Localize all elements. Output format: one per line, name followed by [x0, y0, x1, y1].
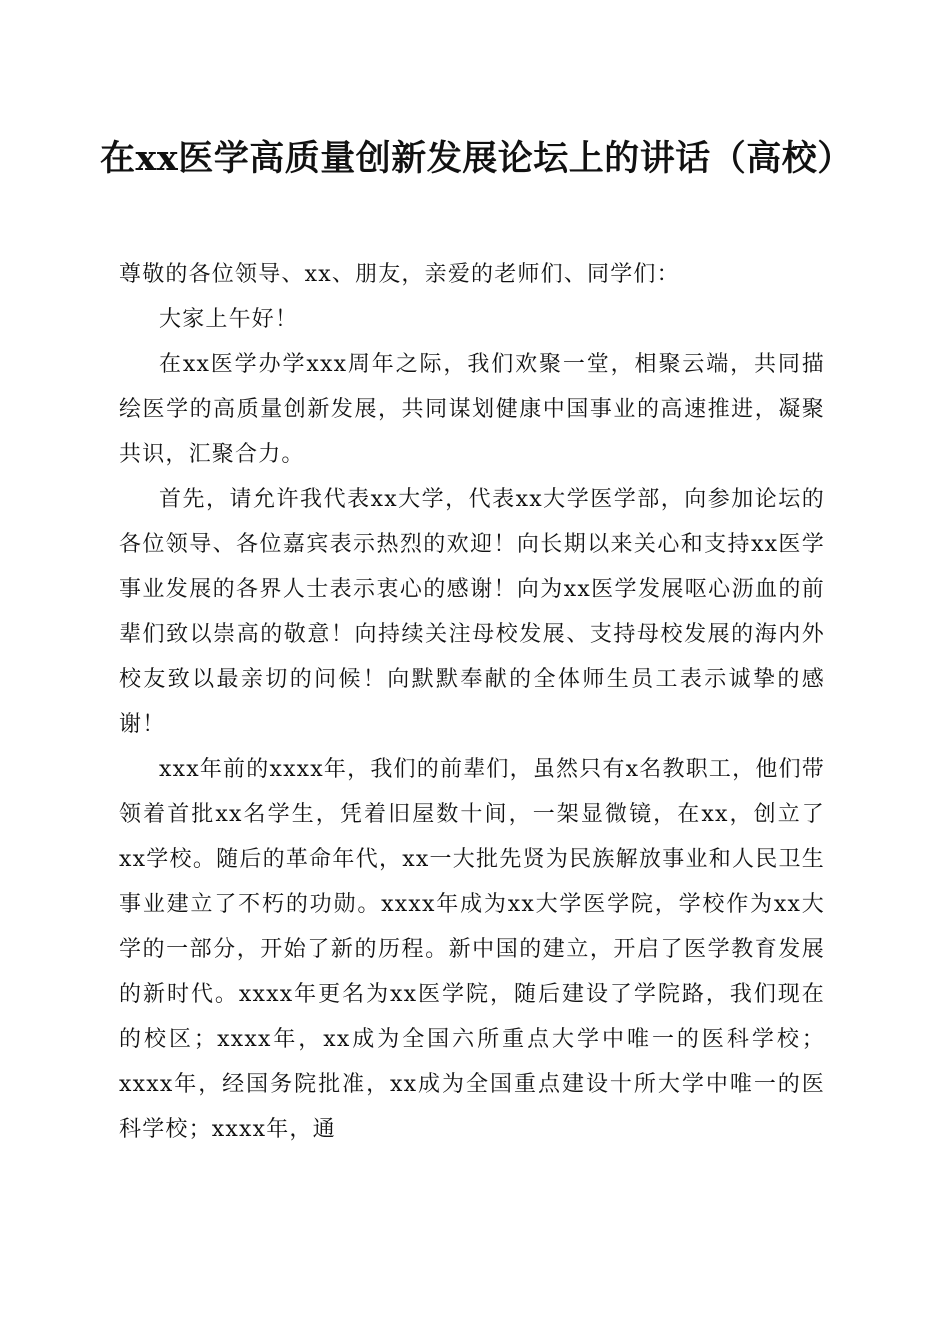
document-title: 在xx医学高质量创新发展论坛上的讲话（高校）: [100, 138, 853, 179]
paragraph-welcome: 首先，请允许我代表xx大学，代表xx大学医学部，向参加论坛的各位领导、各位嘉宾表示热烈的欢迎！向长期以来关心和支持xx医学事业发展的各界人士表示衷心的感谢！向为xx医学发展呕心沥血的前辈们致以崇高的敬意！向持续关注母校发展、支持母校发展的海内外校友致以最亲切的问候！向默默奉献的全体师生员工表示诚挚的感谢！: [119, 487, 825, 737]
paragraph-intro: 在xx医学办学xxx周年之际，我们欢聚一堂，相聚云端，共同描绘医学的高质量创新发展，共同谋划健康中国事业的高速推进，凝聚共识，汇聚合力。: [119, 352, 825, 467]
paragraph-history: xxx年前的xxxx年，我们的前辈们，虽然只有x名教职工，他们带领着首批xx名学生，凭着旧屋数十间，一架显微镜，在xx，创立了xx学校。随后的革命年代，xx一大批先贤为民族解放事业和人民卫生事业建立了不朽的功勋。xxxx年成为xx大学医学院，学校作为xx大学的一部分，开始了新的历程。新中国的建立，开启了医学教育发展的新时代。xxxx年更名为xx医学院，随后建设了学院路，我们现在的校区；xxxx年，xx成为全国六所重点大学中唯一的医科学校；xxxx年，经国务院批准，xx成为全国重点建设十所大学中唯一的医科学校；xxxx年，通: [119, 757, 825, 1142]
document-body: [119, 252, 825, 1152]
paragraph-greeting: 大家上午好！: [159, 307, 299, 332]
salutation: 尊敬的各位领导、xx、朋友，亲爱的老师们、同学们：: [119, 262, 680, 287]
